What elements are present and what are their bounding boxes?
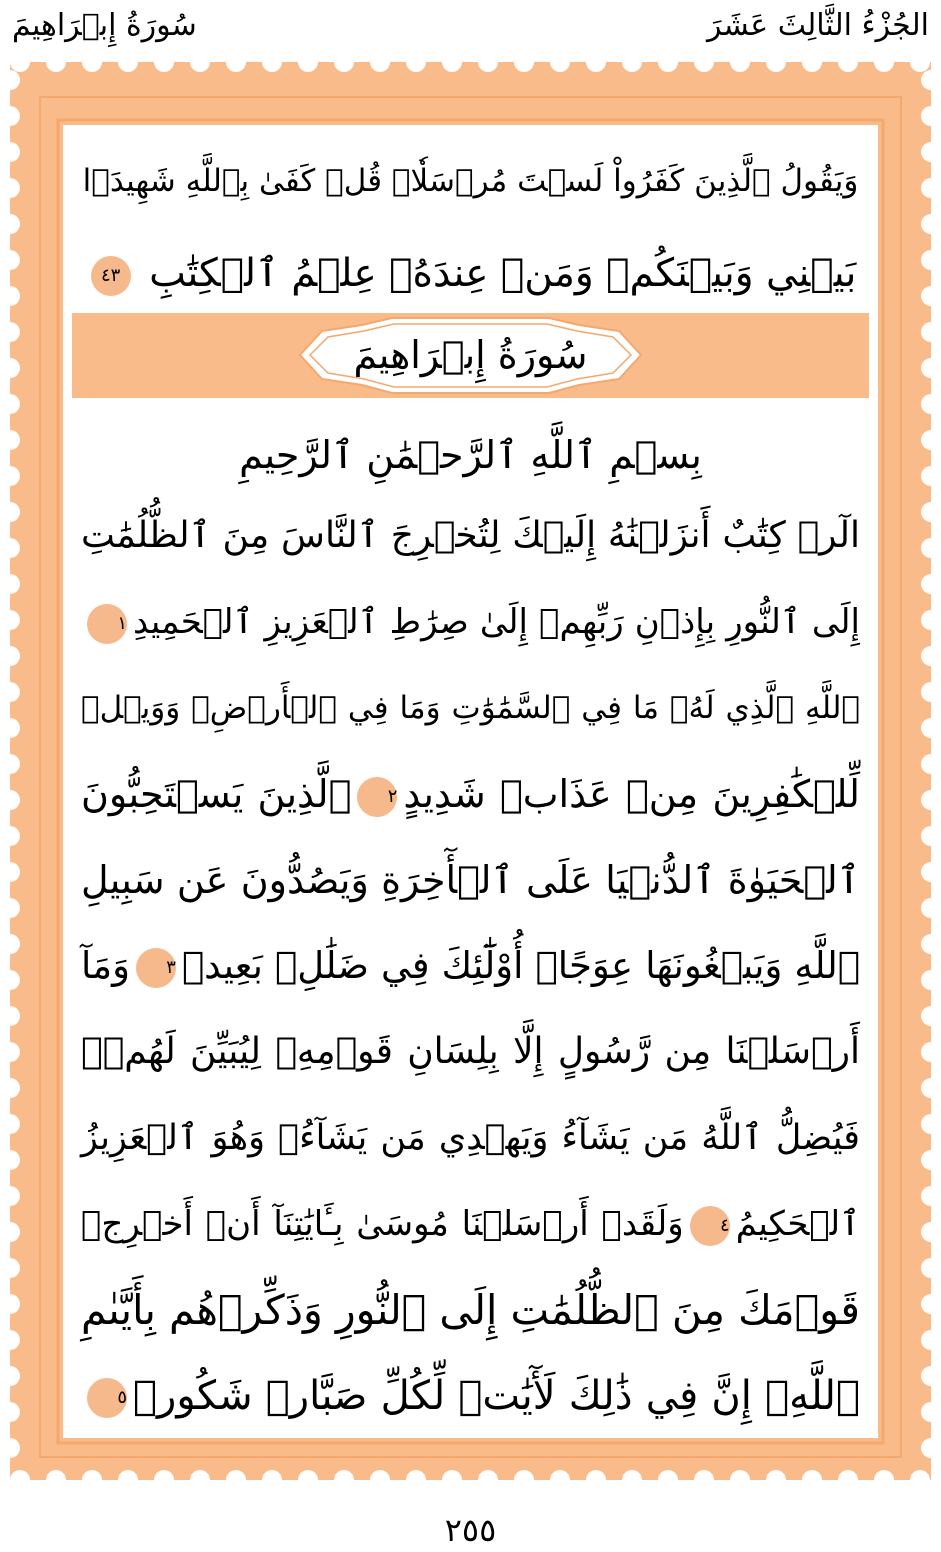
scallop-notch: [921, 1114, 941, 1134]
scallop-notch: [921, 538, 941, 558]
scallop-notch: [0, 790, 20, 810]
scallop-notch: [0, 682, 20, 702]
scallop-notch: [0, 754, 20, 774]
ayah-line-text: وَيَقُولُ ٱلَّذِينَ كَفَرُواْ لَسۡتَ مُرۡسَلٗاۚ قُلۡ كَفَىٰ بِٱللَّهِ شَهِيدَۢا: [82, 163, 859, 199]
scallop-notch: [921, 1330, 941, 1350]
scallop-notch: [694, 1470, 714, 1490]
ayah-line: [63, 1006, 878, 1098]
ayah-line-text: ٱللَّهِۚ إِنَّ فِي ذَٰلِكَ لَأٓيَٰتٖ لِّكُلِّ صَبَّارٖ شَكُورٖ: [133, 1373, 860, 1419]
scallop-notch: [921, 142, 941, 162]
scallop-notch: [406, 1470, 426, 1490]
ayah-line-text: أَرۡسَلۡنَا مِن رَّسُولٍ إِلَّا بِلِسَانِ قَوۡمِهِۦ لِيُبَيِّنَ لَهُمۡۖ: [81, 1031, 860, 1072]
ayah-line-text: ٱلۡحَيَوٰةَ ٱلدُّنۡيَا عَلَى ٱلۡأٓخِرَةِ وَيَصُدُّونَ عَن سَبِيلِ: [81, 858, 860, 902]
scallop-notch: [0, 1366, 20, 1386]
scallop-notch: [0, 1330, 20, 1350]
scallop-notch: [838, 1470, 858, 1490]
ayah-number-marker: ١: [87, 604, 127, 644]
scallop-notch: [154, 1470, 174, 1490]
scallop-notch: [0, 574, 20, 594]
ayah-line: [63, 490, 878, 582]
scallop-notch: [0, 826, 20, 846]
scallop-notch: [550, 52, 570, 72]
scallop-notch: [921, 790, 941, 810]
ayah-line: [63, 1350, 878, 1442]
scallop-notch: [921, 106, 941, 126]
scallop-notch: [298, 52, 318, 72]
scallop-notch: [921, 1006, 941, 1026]
scallop-notch: [0, 178, 20, 198]
scallop-notch: [921, 1042, 941, 1062]
scallop-notch: [921, 1150, 941, 1170]
scallop-notch: [370, 52, 390, 72]
scallop-notch: [838, 52, 858, 72]
scallop-notch: [910, 1470, 930, 1490]
scallop-notch: [802, 1470, 822, 1490]
scallop-notch: [766, 1470, 786, 1490]
ayah-line: [63, 1178, 878, 1270]
basmala: بِسۡمِ ٱللَّهِ ٱلرَّحۡمَٰنِ ٱلرَّحِيمِ: [239, 433, 702, 477]
scallop-notch: [921, 178, 941, 198]
ayah-number-marker: ٥: [87, 1378, 127, 1418]
scallop-notch: [921, 70, 941, 90]
scallop-notch: [921, 394, 941, 414]
scallop-notch: [586, 52, 606, 72]
ayah-line-text: الٓرۚ كِتَٰبٌ أَنزَلۡنَٰهُ إِلَيۡكَ لِتُخۡرِجَ ٱلنَّاسَ مِنَ ٱلظُّلُمَٰتِ: [81, 515, 860, 556]
scallop-notch: [921, 646, 941, 666]
scallop-notch: [0, 1402, 20, 1422]
scallop-notch: [0, 502, 20, 522]
scallop-notch: [0, 646, 20, 666]
scallop-notch: [921, 574, 941, 594]
ayah-line: [63, 834, 878, 926]
scallop-notch: [10, 52, 30, 72]
scallop-notch: [262, 1470, 282, 1490]
scallop-notch: [478, 52, 498, 72]
scallop-notch: [442, 52, 462, 72]
scallop-notch: [0, 1438, 20, 1458]
scallop-notch: [0, 70, 20, 90]
ayah-line-text: لِّلۡكَٰفِرِينَ مِنۡ عَذَابٖ شَدِيدٍ: [403, 772, 860, 816]
ayah-number-marker: ٣: [136, 948, 176, 988]
scallop-notch: [921, 502, 941, 522]
scallop-notch: [921, 898, 941, 918]
juz-header: الجُزْءُ الثَّالِثَ عَشَرَ: [706, 8, 929, 43]
scallop-notch: [586, 1470, 606, 1490]
scallop-notch: [921, 1402, 941, 1422]
scallop-notch: [0, 250, 20, 270]
scallop-notch: [0, 430, 20, 450]
scallop-notch: [921, 1366, 941, 1386]
scallop-notch: [921, 682, 941, 702]
scallop-notch: [874, 1470, 894, 1490]
scallop-notch: [0, 1222, 20, 1242]
scallop-notch: [921, 1186, 941, 1206]
ayah-number-marker: ٢: [357, 777, 397, 817]
scallop-notch: [118, 52, 138, 72]
page-number: ٢٥٥: [444, 1511, 497, 1549]
scallop-notch: [0, 358, 20, 378]
scallop-notch: [46, 1470, 66, 1490]
scallop-notch: [730, 52, 750, 72]
ayah-line: [63, 576, 878, 668]
scallop-notch: [0, 394, 20, 414]
scallop-notch: [190, 1470, 210, 1490]
scallop-notch: [118, 1470, 138, 1490]
scallop-notch: [334, 52, 354, 72]
scallop-notch: [46, 52, 66, 72]
scallop-notch: [694, 52, 714, 72]
scallop-notch: [190, 52, 210, 72]
scallop-notch: [0, 1186, 20, 1206]
ayah-line-43: [63, 228, 878, 320]
scallop-notch: [658, 52, 678, 72]
scallop-notch: [921, 358, 941, 378]
ayah-line: [63, 1092, 878, 1184]
scallop-notch: [921, 610, 941, 630]
scallop-notch: [921, 826, 941, 846]
scallop-notch: [921, 1438, 941, 1458]
ayah-number-marker: ٤٣: [91, 256, 131, 296]
scallop-notch: [921, 322, 941, 342]
scallop-notch: [0, 718, 20, 738]
scallop-notch: [0, 466, 20, 486]
ayah-line-42: [63, 135, 878, 227]
scallop-notch: [921, 718, 941, 738]
scallop-notch: [226, 1470, 246, 1490]
scallop-notch: [0, 142, 20, 162]
scallop-notch: [921, 250, 941, 270]
scallop-notch: [0, 106, 20, 126]
scallop-notch: [0, 322, 20, 342]
ayah-line: [63, 1264, 878, 1356]
scallop-notch: [0, 1042, 20, 1062]
scallop-notch: [622, 1470, 642, 1490]
scallop-notch: [334, 1470, 354, 1490]
ayah-line-tail: ٱلَّذِينَ يَسۡتَحِبُّونَ: [81, 772, 352, 816]
scallop-notch: [921, 1258, 941, 1278]
scallop-notch: [0, 862, 20, 882]
scallop-notch: [921, 862, 941, 882]
ayah-line-text: قَوۡمَكَ مِنَ ٱلظُّلُمَٰتِ إِلَى ٱلنُّورِ وَذَكِّرۡهُم بِأَيَّىٰمِ: [81, 1286, 860, 1334]
scallop-notch: [0, 538, 20, 558]
scallop-notch: [0, 970, 20, 990]
scallop-notch: [921, 1078, 941, 1098]
scallop-notch: [622, 52, 642, 72]
ayah-line-text: ٱللَّهِ وَيَبۡغُونَهَا عِوَجًاۚ أُوْلَٰٓئِكَ فِي ضَلَٰلِۢ بَعِيدٖ: [181, 944, 860, 987]
ayah-line-text: بَيۡنِي وَبَيۡنَكُمۡ وَمَنۡ عِندَهُۥ عِلۡمُ ٱلۡكِتَٰبِ: [149, 251, 857, 296]
scallop-notch: [921, 286, 941, 306]
ayah-line-text: فَيُضِلُّ ٱللَّهُ مَن يَشَآءُ وَيَهۡدِي مَن يَشَآءُۚ وَهُوَ ٱلۡعَزِيزُ: [81, 1118, 860, 1158]
scallop-notch: [921, 1294, 941, 1314]
scallop-notch: [921, 970, 941, 990]
scallop-notch: [802, 52, 822, 72]
scallop-notch: [0, 898, 20, 918]
scallop-notch: [921, 1222, 941, 1242]
scallop-notch: [0, 214, 20, 234]
scallop-notch: [730, 1470, 750, 1490]
ayah-line: [63, 662, 878, 754]
ayah-line: [63, 920, 878, 1012]
scallop-notch: [442, 1470, 462, 1490]
scallop-notch: [82, 1470, 102, 1490]
surah-title-banner: [72, 313, 869, 398]
scallop-notch: [478, 1470, 498, 1490]
scallop-notch: [0, 1006, 20, 1026]
scallop-notch: [0, 610, 20, 630]
scallop-notch: [0, 1294, 20, 1314]
ayah-line-text: ٱلۡحَكِيمُ: [735, 1204, 860, 1244]
scallop-notch: [262, 52, 282, 72]
scallop-notch: [0, 1078, 20, 1098]
scallop-notch: [910, 52, 930, 72]
ayah-line-text: ٱللَّهِ ٱلَّذِي لَهُۥ مَا فِي ٱلسَّمَٰوَٰتِ وَمَا فِي ٱلۡأَرۡضِۗ وَوَيۡلٞ: [81, 690, 860, 726]
scallop-notch: [0, 1258, 20, 1278]
ayah-line-tail: وَمَآ: [81, 944, 130, 987]
surah-header: سُورَةُ إِبۡرَاهِيمَ: [12, 8, 197, 43]
scallop-notch: [0, 934, 20, 954]
scallop-notch: [550, 1470, 570, 1490]
ayah-line: [63, 748, 878, 840]
scallop-notch: [921, 466, 941, 486]
scallop-notch: [658, 1470, 678, 1490]
scallop-notch: [298, 1470, 318, 1490]
scallop-notch: [0, 286, 20, 306]
scallop-notch: [82, 52, 102, 72]
scallop-notch: [10, 1470, 30, 1490]
scallop-notch: [921, 430, 941, 450]
scallop-notch: [921, 214, 941, 234]
scallop-notch: [514, 52, 534, 72]
scallop-notch: [514, 1470, 534, 1490]
scallop-notch: [226, 52, 246, 72]
ayah-line-text: إِلَى ٱلنُّورِ بِإِذۡنِ رَبِّهِمۡ إِلَىٰ صِرَٰطِ ٱلۡعَزِيزِ ٱلۡحَمِيدِ: [133, 602, 860, 642]
scallop-notch: [766, 52, 786, 72]
scallop-notch: [874, 52, 894, 72]
surah-title: سُورَةُ إِبۡرَاهِيمَ: [353, 333, 588, 377]
scallop-notch: [921, 934, 941, 954]
scallop-notch: [0, 1114, 20, 1134]
scallop-notch: [921, 754, 941, 774]
scallop-notch: [406, 52, 426, 72]
scallop-notch: [154, 52, 174, 72]
scallop-notch: [0, 1150, 20, 1170]
ayah-number-marker: ٤: [690, 1206, 730, 1246]
scallop-notch: [370, 1470, 390, 1490]
ayah-line-tail: وَلَقَدۡ أَرۡسَلۡنَا مُوسَىٰ بِـَٔايَٰتِنَآ أَنۡ أَخۡرِجۡ: [81, 1204, 684, 1244]
